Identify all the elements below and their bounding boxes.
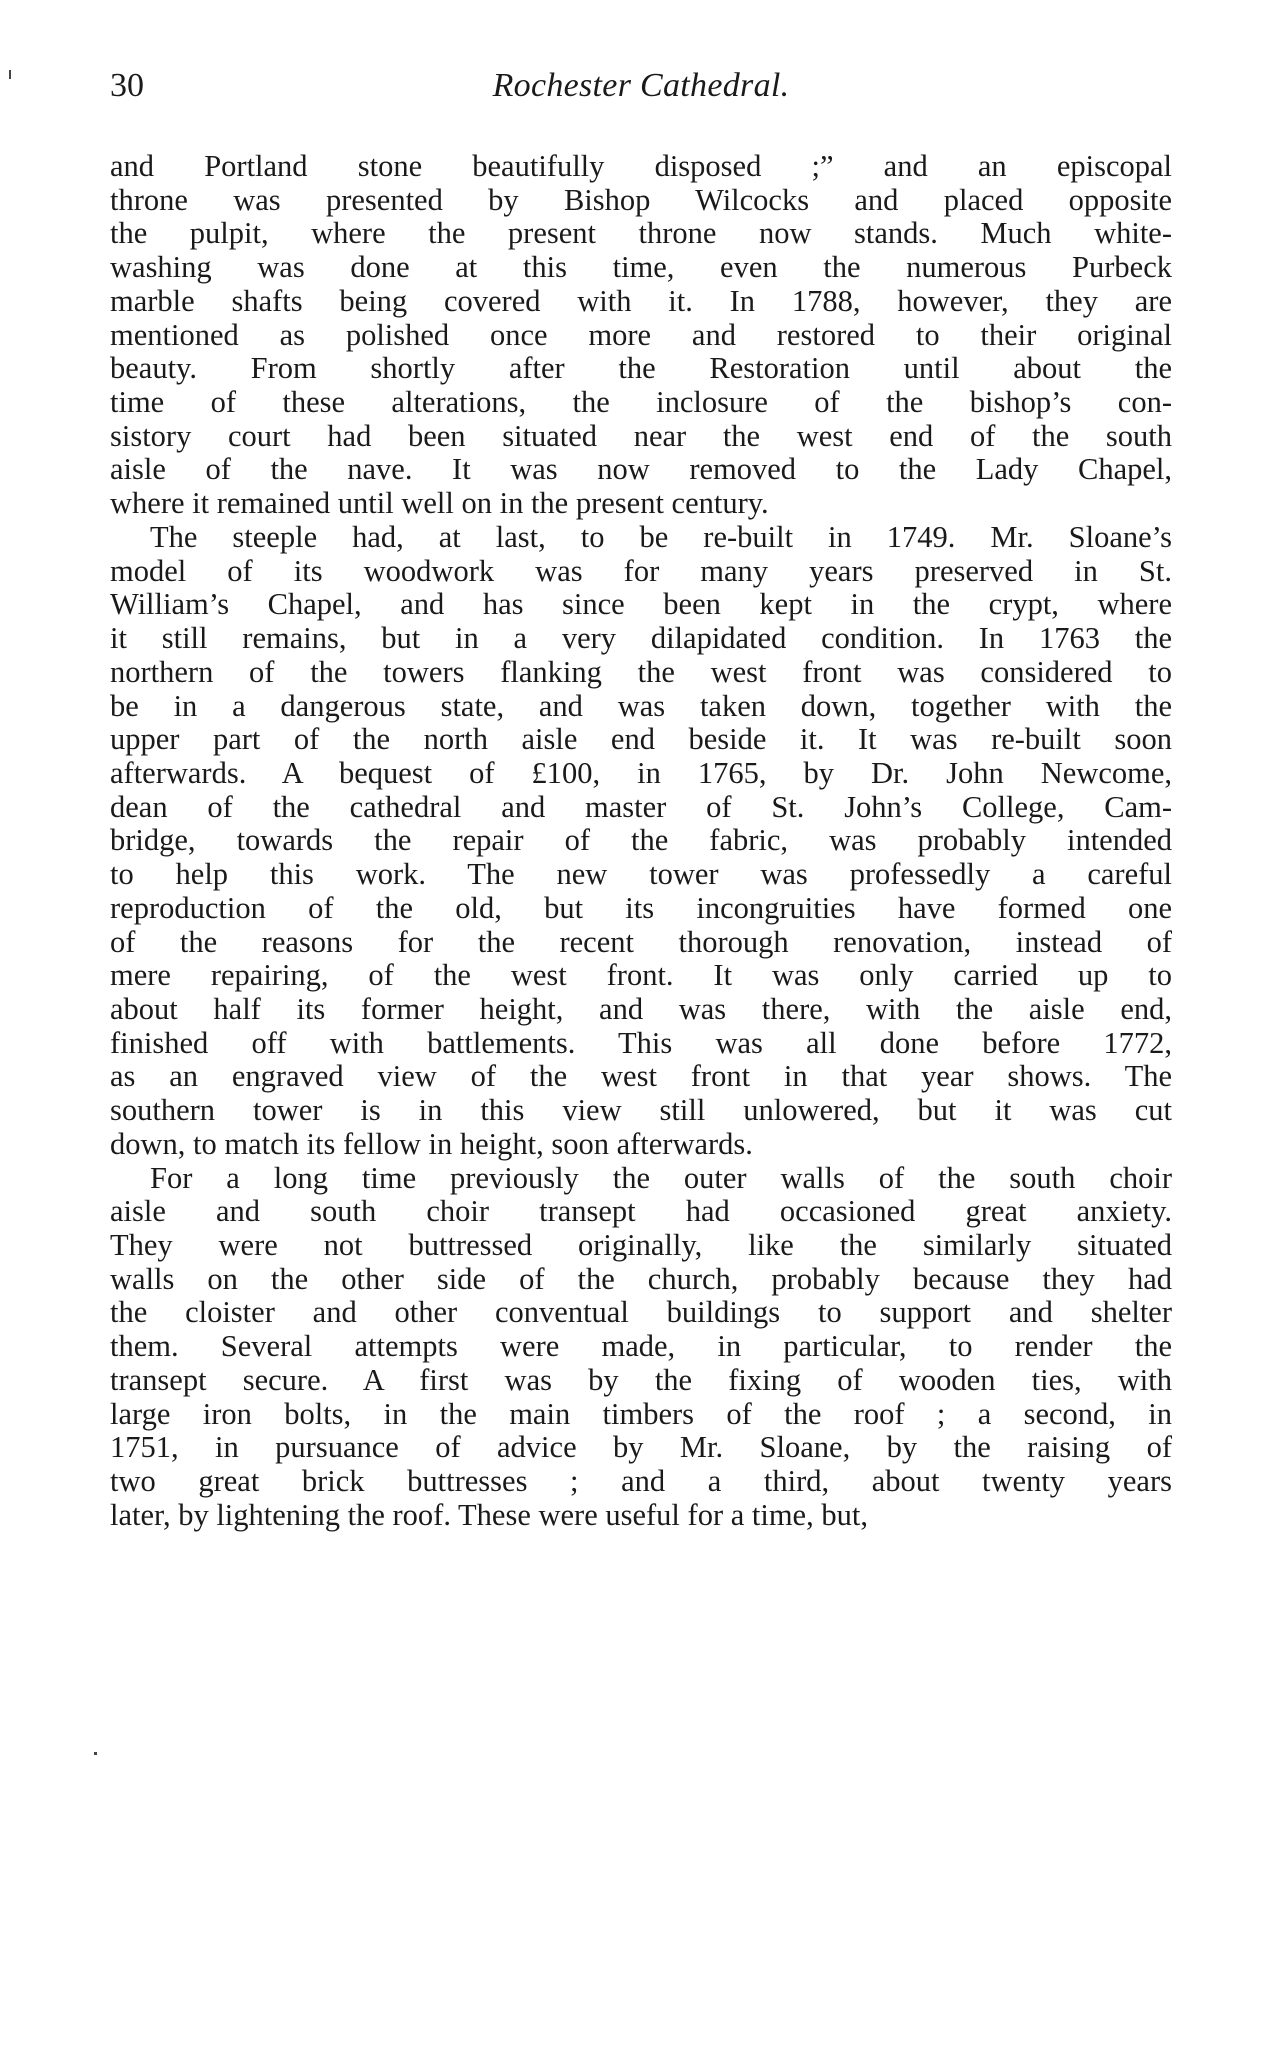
text-line: them. Several attempts were made, in particular, to render the xyxy=(110,1329,1172,1364)
text-line: reproduction of the old, but its incongruities have formed one xyxy=(110,890,1172,925)
paragraph xyxy=(110,1162,1172,1533)
text-line: bridge, towards the repair of the fabric, was probably intended xyxy=(110,823,1172,858)
text-line: where it remained until well on in the present century. xyxy=(110,486,769,521)
page-header xyxy=(110,64,1172,108)
text-line: southern tower is in this view still unlowered, but it was cut xyxy=(110,1093,1172,1128)
scan-mark xyxy=(9,70,11,79)
text-line: and Portland stone beautifully disposed ;” and an episcopal xyxy=(110,149,1172,183)
text-line: two great brick buttresses ; and a third, about twenty years xyxy=(110,1464,1172,1499)
text-line: William’s Chapel, and has since been kept in the crypt, where xyxy=(110,587,1172,622)
text-line: it still remains, but in a very dilapidated condition. In 1763 the xyxy=(110,621,1172,656)
text-line: be in a dangerous state, and was taken down, together with the xyxy=(110,688,1172,723)
scan-mark xyxy=(94,1752,97,1755)
text-line: aisle and south choir transept had occasioned great anxiety. xyxy=(110,1194,1172,1229)
text-line: to help this work. The new tower was professedly a careful xyxy=(110,857,1172,892)
text-line: of the reasons for the recent thorough renovation, instead of xyxy=(110,924,1172,959)
paragraph xyxy=(110,521,1172,1162)
text-line: time of these alterations, the inclosure of the bishop’s con- xyxy=(110,385,1172,420)
text-line: beauty. From shortly after the Restoration until about the xyxy=(110,351,1172,386)
text-line: mentioned as polished once more and restored to their original xyxy=(110,317,1172,352)
text-line: transept secure. A first was by the fixing of wooden ties, with xyxy=(110,1362,1172,1397)
text-line: finished off with battlements. This was all done before 1772, xyxy=(110,1025,1172,1060)
text-line: afterwards. A bequest of £100, in 1765, by Dr. John Newcome, xyxy=(110,755,1172,790)
paragraph xyxy=(110,150,1172,521)
text-line: as an engraved view of the west front in that year shows. The xyxy=(110,1059,1172,1094)
text-line: the cloister and other conventual buildings to support and shelter xyxy=(110,1295,1172,1330)
text-line: They were not buttressed originally, like the similarly situated xyxy=(110,1228,1172,1262)
text-line: the pulpit, where the present throne now stands. Much white- xyxy=(110,216,1172,251)
text-line: about half its former height, and was there, with the aisle end, xyxy=(110,991,1172,1026)
text-line: upper part of the north aisle end beside it. It was re-built soon xyxy=(110,722,1172,757)
text-line: For a long time previously the outer walls of the south choir xyxy=(150,1160,1172,1195)
text-line: dean of the cathedral and master of St. John’s College, Cam- xyxy=(110,789,1172,824)
running-title: Rochester Cathedral. xyxy=(492,67,790,104)
page-number: 30 xyxy=(110,67,144,104)
text-line: model of its woodwork was for many years preserved in St. xyxy=(110,553,1172,588)
text-line: large iron bolts, in the main timbers of the roof ; a second, in xyxy=(110,1396,1172,1431)
text-line: northern of the towers flanking the west front was considered to xyxy=(110,654,1172,689)
text-line: aisle of the nave. It was now removed to the Lady Chapel, xyxy=(110,452,1172,487)
text-line: throne was presented by Bishop Wilcocks and placed opposite xyxy=(110,182,1172,217)
text-line: sistory court had been situated near the west end of the south xyxy=(110,418,1172,453)
text-line: marble shafts being covered with it. In 1788, however, they are xyxy=(110,283,1172,318)
text-line: washing was done at this time, even the numerous Purbeck xyxy=(110,250,1172,285)
text-line: down, to match its fellow in height, soon afterwards. xyxy=(110,1126,753,1161)
text-line: 1751, in pursuance of advice by Mr. Sloane, by the raising of xyxy=(110,1430,1172,1465)
text-line: later, by lightening the roof. These were useful for a time, but, xyxy=(110,1497,868,1532)
text-line: walls on the other side of the church, probably because they had xyxy=(110,1261,1172,1296)
text-line: mere repairing, of the west front. It was only carried up to xyxy=(110,958,1172,993)
body-text xyxy=(110,150,1172,1532)
text-line: The steeple had, at last, to be re-built in 1749. Mr. Sloane’s xyxy=(150,519,1172,554)
